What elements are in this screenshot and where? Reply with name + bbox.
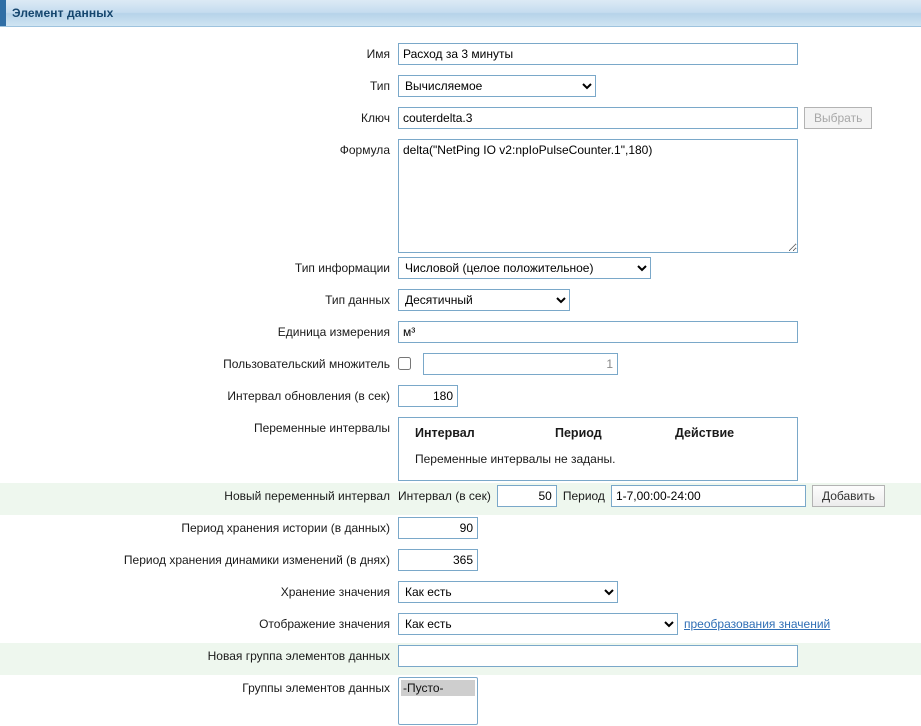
label-store-value: Хранение значения	[280, 585, 390, 599]
flexible-intervals-box	[398, 417, 798, 481]
info-type-select[interactable]	[398, 257, 651, 279]
label-name: Имя	[366, 47, 390, 61]
row-new-flexible-interval	[0, 483, 921, 515]
formula-textarea[interactable]	[398, 139, 798, 253]
row-type	[0, 73, 921, 105]
row-units	[0, 319, 921, 351]
row-store-value	[0, 579, 921, 611]
multiplier-checkbox[interactable]	[398, 357, 411, 370]
new-interval-input[interactable]	[497, 485, 557, 507]
data-item-form	[0, 27, 921, 726]
label-new-flexible-interval: Новый переменный интервал	[224, 489, 390, 503]
column-header-period: Период	[555, 426, 602, 440]
label-app-groups: Группы элементов данных	[242, 681, 390, 695]
row-update-interval	[0, 383, 921, 415]
label-new-app-group: Новая группа элементов данных	[207, 649, 390, 663]
store-value-select[interactable]	[398, 581, 618, 603]
trends-input[interactable]	[398, 549, 478, 571]
label-flexible-intervals: Переменные интервалы	[253, 421, 390, 435]
column-header-interval: Интервал	[415, 426, 475, 440]
name-input[interactable]	[398, 43, 798, 65]
label-history: Период хранения истории (в данных)	[181, 521, 390, 535]
flexible-intervals-empty-text: Переменные интервалы не заданы.	[415, 452, 616, 466]
row-show-value	[0, 611, 921, 643]
key-input[interactable]	[398, 107, 798, 129]
app-groups-option	[401, 680, 475, 696]
label-info-type: Тип информации	[294, 261, 390, 275]
update-interval-input[interactable]	[398, 385, 458, 407]
history-input[interactable]	[398, 517, 478, 539]
label-type: Тип	[369, 79, 390, 93]
value-mapping-link[interactable]: преобразования значений	[684, 617, 831, 631]
new-app-group-input[interactable]	[398, 645, 798, 667]
key-select-button[interactable]: Выбрать	[804, 107, 872, 129]
type-select[interactable]	[398, 75, 596, 97]
flexible-intervals-header	[399, 418, 797, 446]
row-formula	[0, 137, 921, 255]
label-show-value: Отображение значения	[259, 617, 390, 631]
label-trends: Период хранения динамики изменений (в днях)	[123, 553, 390, 567]
label-new-interval-period: Период	[562, 489, 605, 503]
label-key: Ключ	[361, 111, 390, 125]
show-value-select[interactable]	[398, 613, 678, 635]
row-new-app-group	[0, 643, 921, 675]
new-interval-period-input[interactable]	[611, 485, 806, 507]
app-groups-listbox[interactable]	[398, 677, 478, 725]
column-header-action: Действие	[675, 426, 735, 440]
row-history	[0, 515, 921, 547]
units-input[interactable]	[398, 321, 798, 343]
row-key	[0, 105, 921, 137]
add-interval-button[interactable]: Добавить	[812, 485, 885, 507]
label-formula: Формула	[339, 143, 390, 157]
row-trends	[0, 547, 921, 579]
label-new-interval-seconds: Интервал (в сек)	[398, 489, 491, 503]
row-app-groups	[0, 675, 921, 726]
label-units: Единица измерения	[277, 325, 390, 339]
page-title: Элемент данных	[12, 6, 114, 20]
row-multiplier	[0, 351, 921, 383]
row-name	[0, 41, 921, 73]
row-info-type	[0, 255, 921, 287]
label-update-interval: Интервал обновления (в сек)	[227, 389, 390, 403]
data-type-select[interactable]	[398, 289, 570, 311]
dialog-titlebar	[0, 0, 921, 27]
label-multiplier: Пользовательский множитель	[223, 357, 390, 371]
label-data-type: Тип данных	[325, 293, 390, 307]
row-data-type	[0, 287, 921, 319]
row-flexible-intervals	[0, 415, 921, 483]
multiplier-input[interactable]	[423, 353, 618, 375]
